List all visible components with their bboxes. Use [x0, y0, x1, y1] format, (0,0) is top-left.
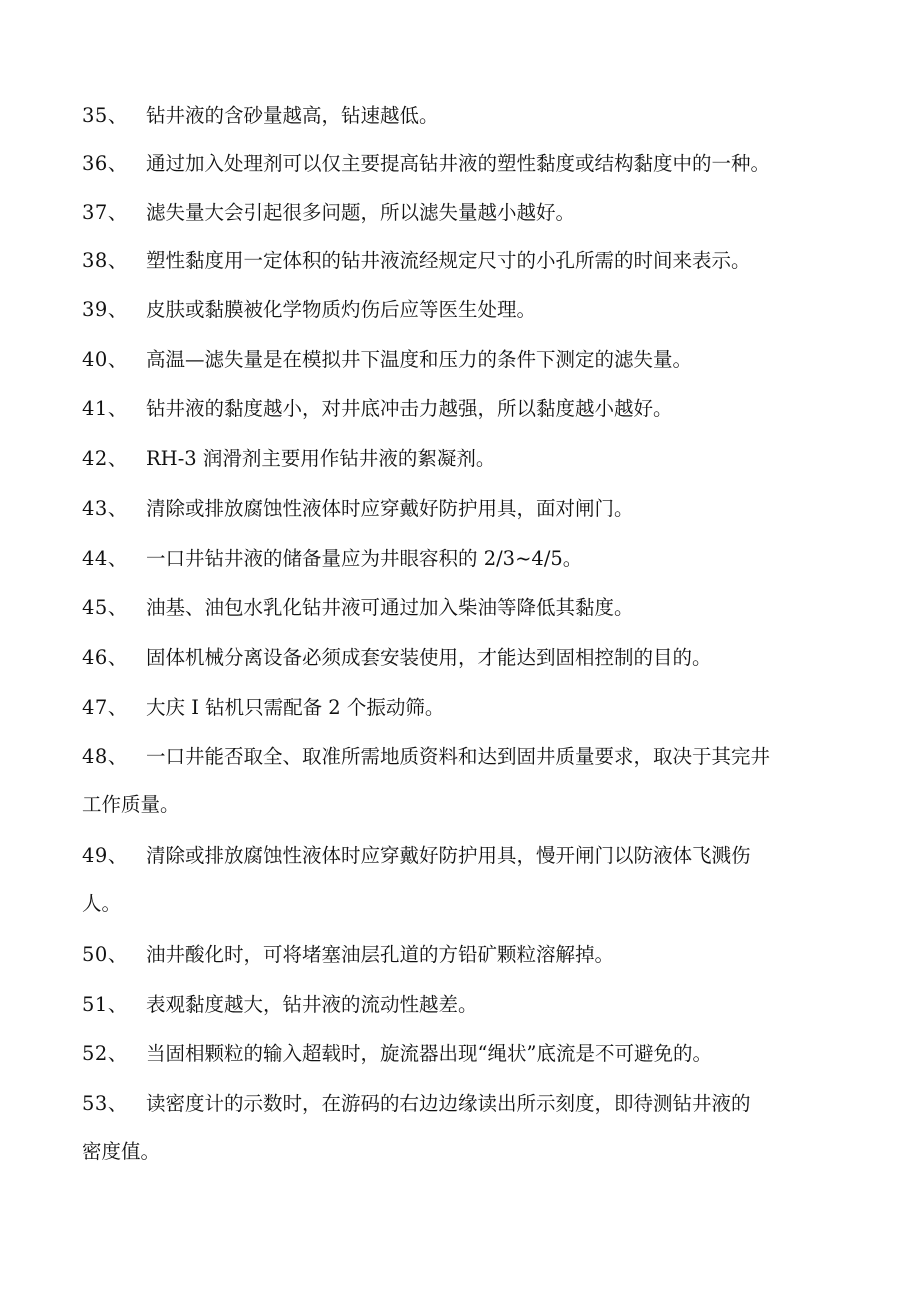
- question-item: [82, 733, 872, 829]
- question-text: 清除或排放腐蚀性液体时应穿戴好防护用具，面对闸门。: [146, 497, 634, 520]
- question-number: 36、: [82, 152, 128, 175]
- question-number: 44、: [82, 547, 128, 570]
- question-text: RH-3 润滑剂主要用作钻井液的絮凝剂。: [146, 447, 496, 470]
- question-number: 35、: [82, 104, 128, 127]
- question-item: [82, 1030, 872, 1078]
- question-item: [82, 140, 872, 188]
- question-number: 48、: [82, 745, 128, 768]
- question-text: 读密度计的示数时，在游码的右边边缘读出所示刻度，即待测钻井液的: [146, 1092, 751, 1115]
- question-number: 41、: [82, 397, 128, 420]
- question-number: 52、: [82, 1042, 128, 1065]
- question-item: [82, 189, 872, 237]
- question-item: [82, 931, 872, 979]
- question-text: 固体机械分离设备必须成套安装使用，才能达到固相控制的目的。: [146, 646, 712, 669]
- question-item: [82, 286, 872, 334]
- question-text: 高温—滤失量是在模拟井下温度和压力的条件下测定的滤失量。: [146, 348, 693, 371]
- question-text-continued: 密度值。: [82, 1140, 161, 1163]
- question-number: 46、: [82, 646, 128, 669]
- question-text: 塑性黏度用一定体积的钻井液流经规定尺寸的小孔所需的时间来表示。: [146, 249, 751, 272]
- question-text: 通过加入处理剂可以仅主要提高钻井液的塑性黏度或结构黏度中的一种。: [146, 152, 771, 175]
- question-item: [82, 336, 872, 384]
- question-number: 42、: [82, 447, 128, 470]
- question-text: 钻井液的含砂量越高，钻速越低。: [146, 104, 439, 127]
- question-item: [82, 634, 872, 682]
- question-text: 钻井液的黏度越小，对井底冲击力越强，所以黏度越小越好。: [146, 397, 673, 420]
- question-text: 当固相颗粒的输入超载时，旋流器出现“绳状”底流是不可避免的。: [146, 1042, 712, 1065]
- question-text: 清除或排放腐蚀性液体时应穿戴好防护用具，慢开闸门以防液体飞溅伤: [146, 844, 751, 867]
- question-item: [82, 535, 872, 583]
- question-text: 油基、油包水乳化钻井液可通过加入柴油等降低其黏度。: [146, 596, 634, 619]
- question-number: 38、: [82, 249, 128, 272]
- question-item: [82, 92, 872, 140]
- question-number: 50、: [82, 943, 128, 966]
- question-number: 53、: [82, 1092, 128, 1115]
- question-item: [82, 485, 872, 533]
- question-number: 49、: [82, 844, 128, 867]
- question-text-continued: 工作质量。: [82, 793, 180, 816]
- question-number: 37、: [82, 201, 128, 224]
- question-text: 大庆 I 钻机只需配备 2 个振动筛。: [146, 696, 445, 719]
- question-item: [82, 435, 872, 483]
- question-number: 47、: [82, 696, 128, 719]
- question-text: 油井酸化时，可将堵塞油层孔道的方铅矿颗粒溶解掉。: [146, 943, 615, 966]
- question-item: [82, 1080, 872, 1176]
- question-number: 51、: [82, 993, 128, 1016]
- question-text: 表观黏度越大，钻井液的流动性越差。: [146, 993, 478, 1016]
- question-text-continued: 人。: [82, 892, 122, 915]
- question-text: 皮肤或黏膜被化学物质灼伤后应等医生处理。: [146, 298, 537, 321]
- question-text: 一口井钻井液的储备量应为井眼容积的 2/3~4/5。: [146, 547, 583, 570]
- question-item: [82, 981, 872, 1029]
- question-item: [82, 385, 872, 433]
- question-text: 一口井能否取全、取准所需地质资料和达到固井质量要求，取决于其完井: [146, 745, 771, 768]
- question-number: 40、: [82, 348, 128, 371]
- question-item: [82, 832, 872, 928]
- question-number: 39、: [82, 298, 128, 321]
- question-item: [82, 584, 872, 632]
- question-item: [82, 684, 872, 732]
- question-number: 45、: [82, 596, 128, 619]
- question-number: 43、: [82, 497, 128, 520]
- question-item: [82, 237, 872, 285]
- question-text: 滤失量大会引起很多问题，所以滤失量越小越好。: [146, 201, 576, 224]
